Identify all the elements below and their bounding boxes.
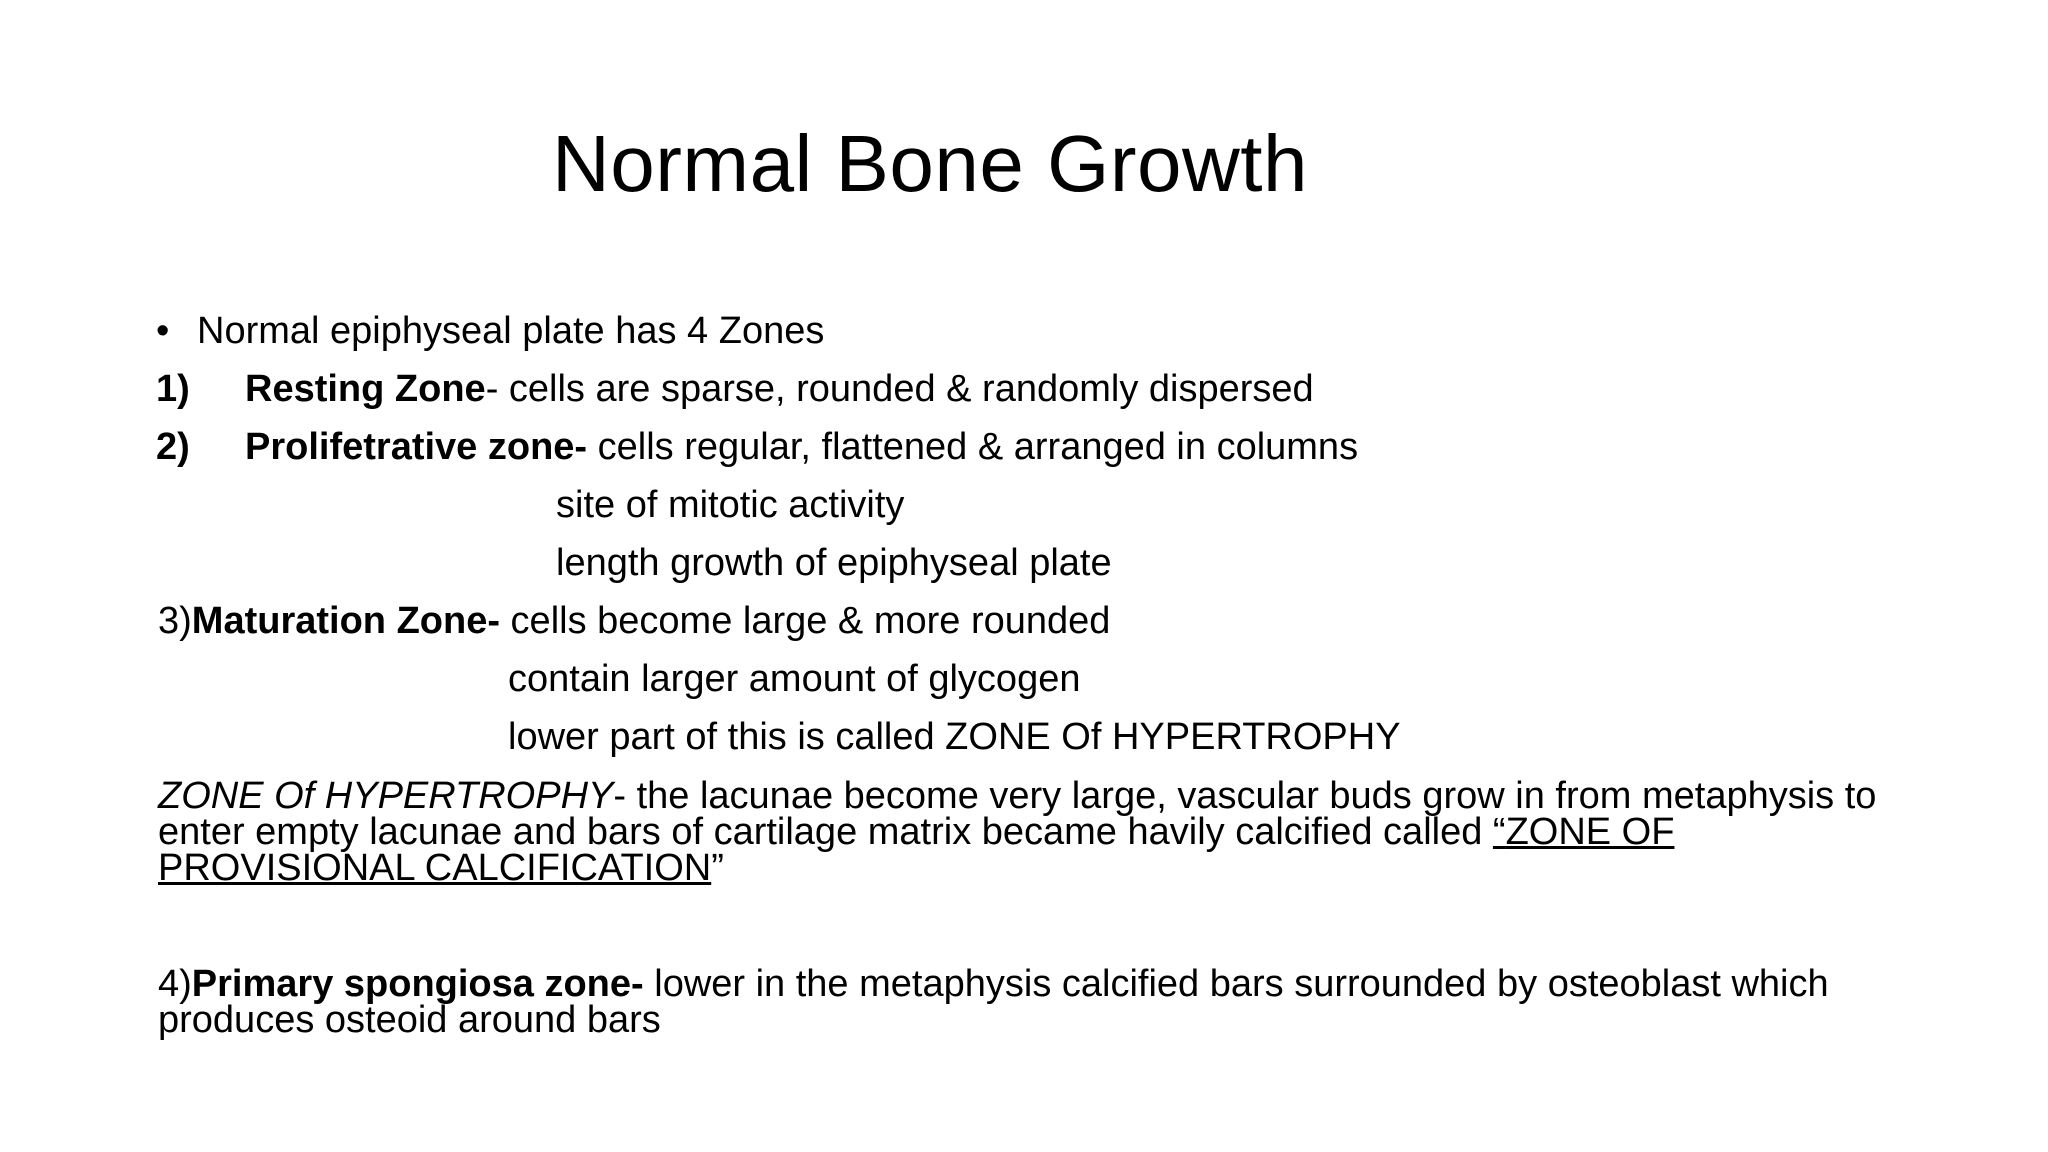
zone3-number: 3) — [158, 600, 192, 642]
slide-title: Normal Bone Growth — [552, 119, 1308, 208]
close-quote: ” — [711, 847, 724, 889]
zone1-number: 1) — [156, 368, 190, 410]
zone4-label: Primary spongiosa zone- — [191, 963, 644, 1005]
zone2-content — [245, 428, 1358, 466]
zone3-label: Maturation Zone- — [191, 600, 500, 642]
open-quote: “ — [1492, 811, 1506, 853]
zone3-sub1: contain larger amount of glycogen — [508, 658, 1081, 700]
zone3-line — [158, 602, 1110, 640]
zone2-sub2: length growth of epiphyseal plate — [556, 542, 1112, 584]
intro-text: Normal epiphyseal plate has 4 Zones — [197, 310, 825, 352]
hypertrophy-paragraph — [158, 775, 1938, 889]
zone1-text: - cells are sparse, rounded & randomly dispersed — [485, 368, 1314, 410]
hypertrophy-label: ZONE Of HYPERTROPHY — [158, 775, 614, 817]
hypertrophy-text: - the lacunae become very large, vascular buds grow in from metaphysis to enter empty lacunae and bars of cartilage matrix became havily calcified called — [158, 775, 1877, 853]
zone1-label: Resting Zone — [245, 368, 486, 410]
zone4-paragraph — [158, 963, 1938, 1041]
zone4-text: lower in the metaphysis calcified bars surrounded by osteoblast which produces osteoid around bars — [158, 963, 1829, 1041]
zone3-sub2: lower part of this is called ZONE Of HYPERTROPHY — [508, 716, 1401, 758]
zone2-sub1: site of mitotic activity — [556, 484, 905, 526]
zone1-content — [245, 370, 1314, 408]
bullet-icon: • — [156, 310, 170, 352]
zone2-text: cells regular, flattened & arranged in columns — [587, 426, 1359, 468]
zone2-label: Prolifetrative zone- — [245, 426, 588, 468]
zone2-number: 2) — [156, 426, 190, 468]
zone3-text: cells become large & more rounded — [500, 600, 1111, 642]
provisional-calcification-text: ZONE OF PROVISIONAL CALCIFICATION — [158, 811, 1675, 889]
zone4-number: 4) — [158, 963, 192, 1005]
